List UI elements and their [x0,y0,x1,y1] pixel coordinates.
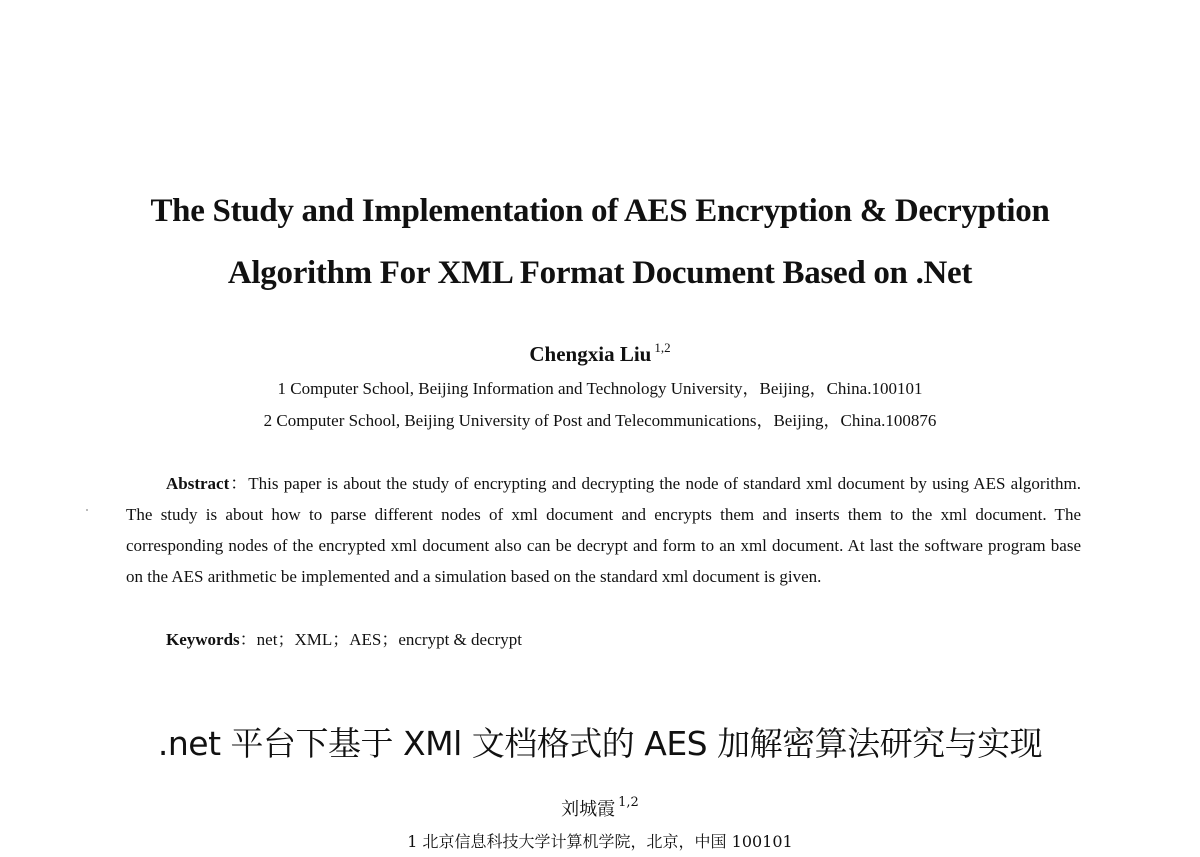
author-affiliation-marks: 1,2 [654,340,671,355]
chinese-title: .net 平台下基于 XMl 文档格式的 AES 加解密算法研究与实现 [157,724,1043,763]
scan-speck [86,509,88,511]
chinese-author-line [0,795,1200,821]
keywords-line [166,625,522,650]
abstract-text: This paper is about the study of encrypting and decrypting the node of standard xml document by using AES algorithm. The study is about how to parse different nodes of xml document and encrypts them and inserts them to the xml document. The corresponding nodes of the encrypted xml document also can be decrypt and form to an xml document. At last the software program base on the AES arithmetic be implemented and a simulation based on the standard xml document is given. [126,474,1081,586]
abstract-separator: ： [229,474,249,493]
keywords-separator: ： [239,630,257,649]
abstract-paragraph [126,468,1081,592]
paper-title-line-1: The Study and Implementation of AES Encryption & Decryption [150,193,1050,229]
chinese-affiliation-1: 1 北京信息科技大学计算机学院，北京，中国 100101 [407,832,793,851]
chinese-author-name: 刘城霞 [561,799,616,820]
chinese-author-affiliation-marks: 1,2 [618,795,639,810]
author-line [0,340,1200,367]
affiliation-1: 1 Computer School, Beijing Information and Technology University，Beijing，China.100101 [277,379,923,398]
keywords-text: net；XML；AES；encrypt & decrypt [256,630,523,649]
abstract-label: Abstract [166,474,230,493]
affiliation-2: 2 Computer School, Beijing University of Post and Telecommunications，Beijing，China.100876 [263,411,937,430]
author-name: Chengxia Liu [529,342,652,366]
keywords-label: Keywords [166,630,240,649]
paper-title-line-2: Algorithm For XML Format Document Based on .Net [227,255,973,291]
